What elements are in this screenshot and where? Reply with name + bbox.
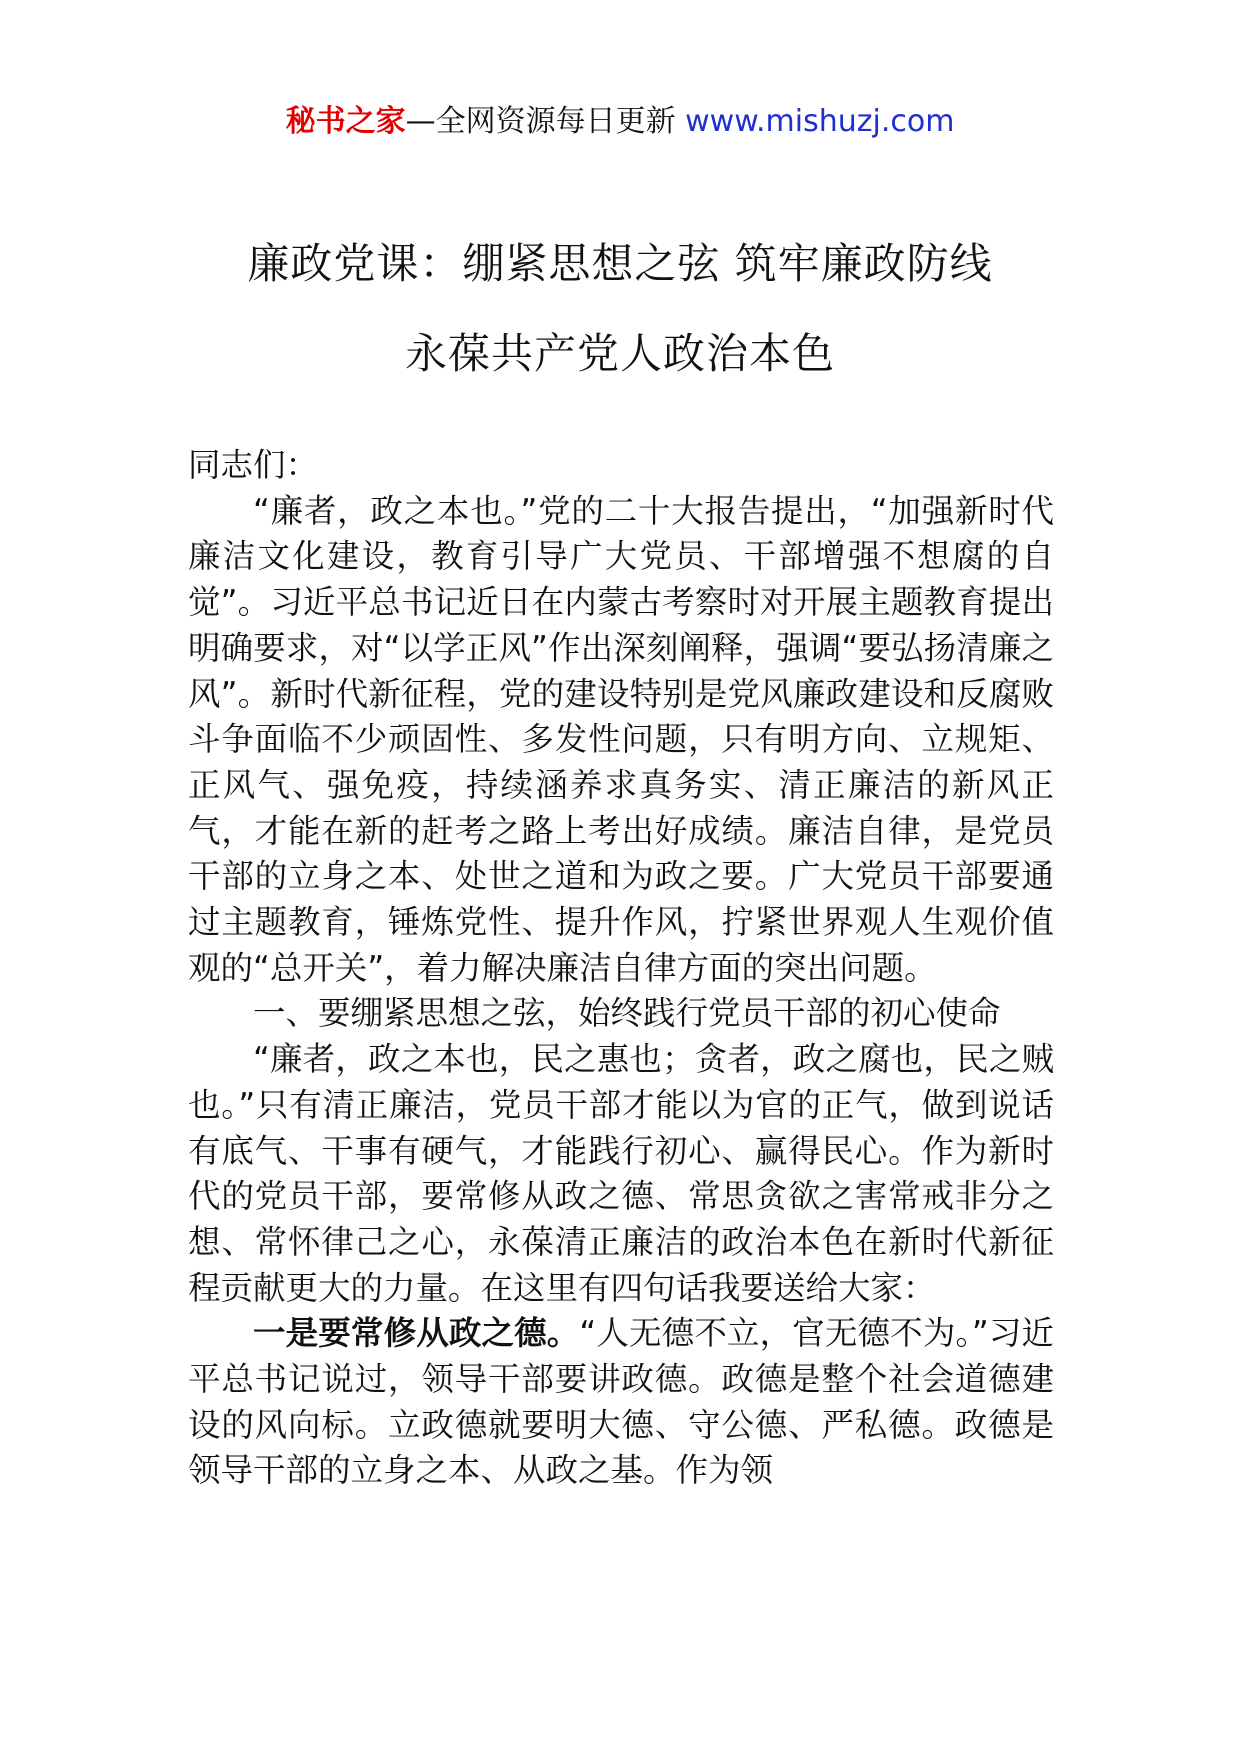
- document-body: [188, 443, 1054, 1494]
- site-name: 秘书之家: [285, 104, 406, 139]
- section-heading: 一、要绷紧思想之弦，始终践行党员干部的初心使命: [253, 994, 1001, 1033]
- site-header: [0, 100, 1240, 144]
- section-paragraph: “廉者，政之本也，民之惠也；贪者，政之腐也，民之贼也。”只有清正廉洁，党员干部才能以为官的正气，做到说话有底气、干事有硬气，才能践行初心、赢得民心。作为新时代的党员干部，要常修从政之德、常思贪欲之害常戒非分之想、常怀律己之心，永葆清正廉洁的政治本色在新时代新征程贡献更大的力量。在这里有四句话我要送给大家：: [188, 1040, 1054, 1307]
- point-lead: 一是要常修从政之德。: [253, 1314, 580, 1353]
- intro-paragraph: “廉者，政之本也。”党的二十大报告提出，“加强新时代廉洁文化建设，教育引导广大党员、干部增强不想腐的自觉”。习近平总书记近日在内蒙古考察时对开展主题教育提出明确要求，对“以学正风”作出深刻阐释，强调“要弘扬清廉之风”。新时代新征程，党的建设特别是党风廉政建设和反腐败斗争面临不少顽固性、多发性问题，只有明方向、立规矩、正风气、强免疫，持续涵养求真务实、清正廉洁的新风正气，才能在新的赶考之路上考出好成绩。廉洁自律，是党员干部的立身之本、处世之道和为政之要。广大党员干部要通过主题教育，锤炼党性、提升作风，拧紧世界观人生观价值观的“总开关”，着力解决廉洁自律方面的突出问题。: [188, 491, 1054, 987]
- point-text: “人无德不立，官无德不为。”习近平总书记说过，领导干部要讲政德。政德是整个社会道德建设的风向标。立政德就要明大德、守公德、严私德。政德是领导干部的立身之本、从政之基。作为领: [188, 1314, 1054, 1490]
- document-title: 廉政党课：绷紧思想之弦 筑牢廉政防线: [247, 239, 993, 288]
- greeting: 同志们：: [188, 446, 319, 484]
- document-subtitle: 永葆共产党人政治本色: [404, 329, 835, 378]
- site-url[interactable]: www.mishuzj.com: [685, 104, 955, 139]
- site-slogan: —全网资源每日更新: [405, 104, 676, 139]
- point-paragraph: [188, 1311, 1054, 1494]
